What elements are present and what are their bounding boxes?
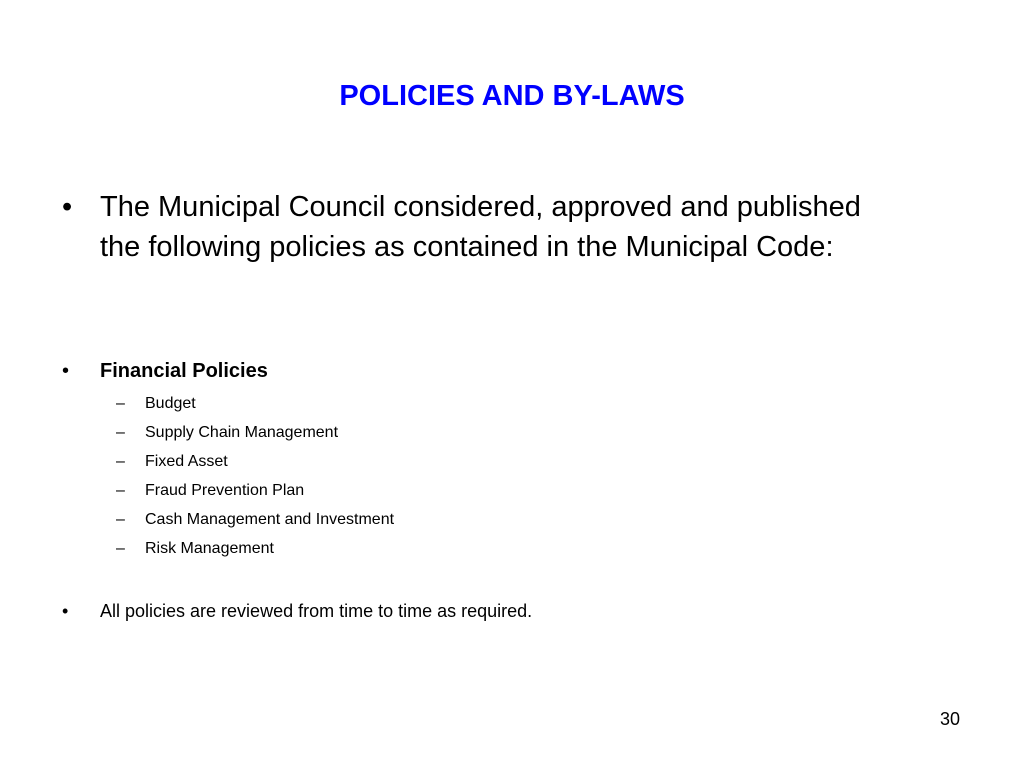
bullet-icon: • [62,360,70,382]
bullet-icon: • [62,191,73,223]
list-item [116,389,394,418]
financial-policies-heading: Financial Policies [100,360,268,382]
list-item-label: Cash Management and Investment [145,511,395,528]
dash-icon: – [116,482,125,499]
dash-icon: – [116,453,125,470]
list-item [116,447,394,476]
intro-text: The Municipal Council considered, approved and published the following policies as contained in the Municipal Code: [100,191,861,263]
dash-icon: – [116,511,125,528]
closing-bullet [62,597,532,625]
dash-icon: – [116,395,125,412]
list-item [116,418,394,447]
bullet-icon: • [62,601,69,621]
intro-bullet [62,187,900,267]
list-item [116,505,394,534]
closing-text: All policies are reviewed from time to time as required. [100,601,533,621]
list-item-label: Fixed Asset [145,453,228,470]
list-item [116,476,394,505]
financial-policies-bullet [62,357,268,385]
list-item [116,534,394,563]
slide-title: POLICIES AND BY-LAWS [339,80,685,112]
dash-icon: – [116,540,125,557]
list-item-label: Risk Management [145,540,274,557]
list-item-label: Fraud Prevention Plan [145,482,305,499]
page-number: 30 [939,709,960,729]
financial-policies-list [116,389,394,563]
list-item-label: Budget [145,395,196,412]
list-item-label: Supply Chain Management [145,424,339,441]
dash-icon: – [116,424,125,441]
